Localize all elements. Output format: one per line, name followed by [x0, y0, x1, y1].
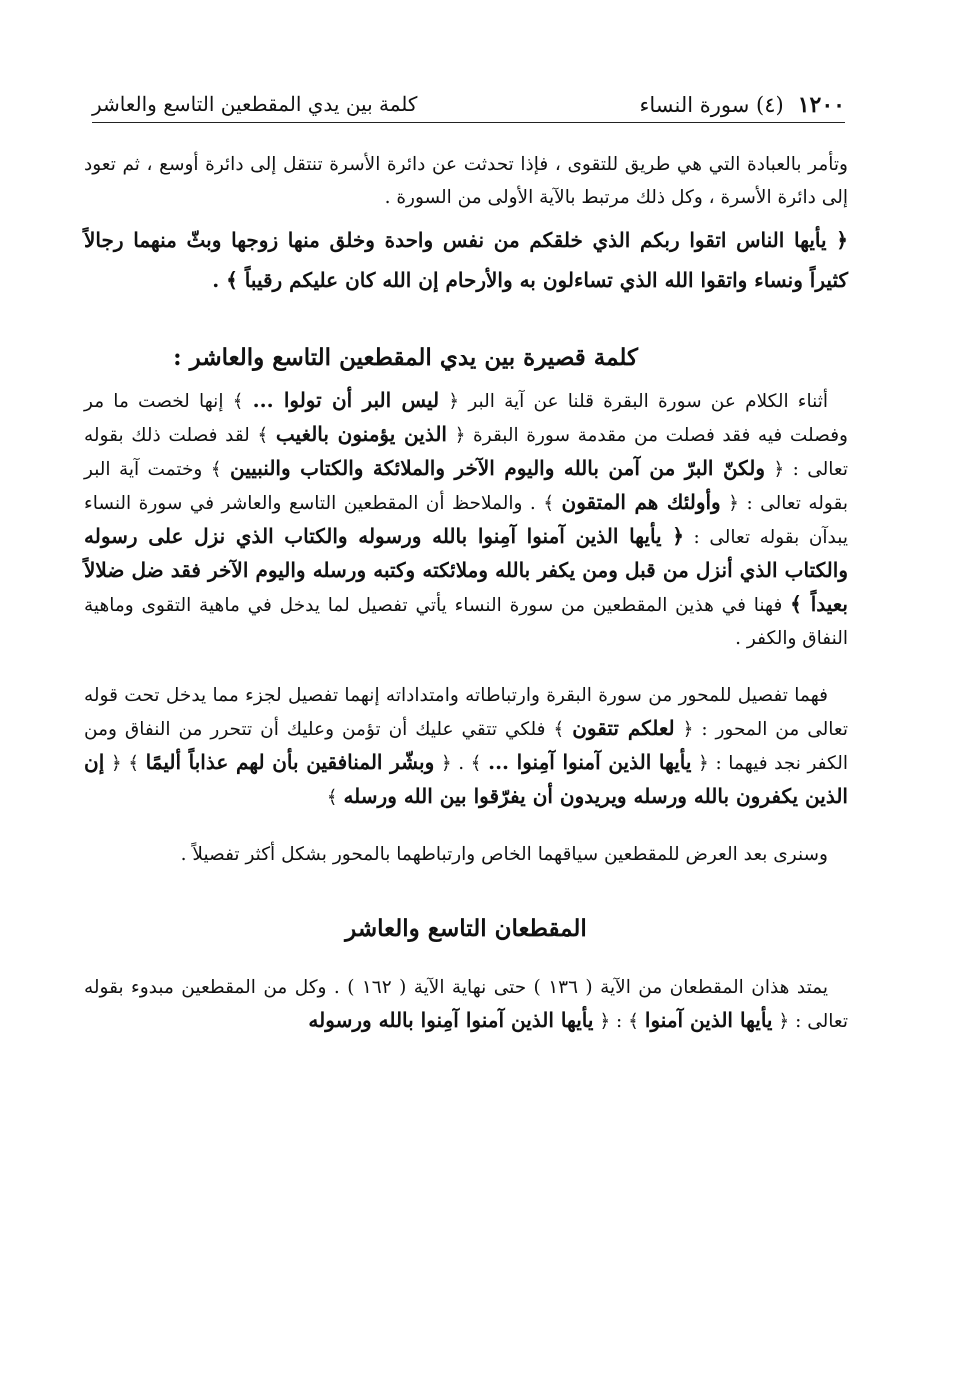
quote-span: ليس البر أن تولوا ... [252, 388, 440, 412]
text-span: فهنا في هذين المقطعين من سورة النساء يأتي تفصيل لما يدخل في ماهية التقوى وماهية النفاق والكفر . [84, 595, 848, 649]
quran-verse: ﴿ يأيها الناس اتقوا ربكم الذي خلقكم من نفس واحدة وخلق منها زوجها وبثّ منهما رجالاً كثيراً ونساء واتقوا الله الذي تساءلون به والأرحام إن الله كان عليكم رقيباً ﴾ . [84, 228, 848, 292]
page-body [84, 148, 848, 1038]
text-span: ﴾ وختمت آية البر بقوله تعالى : ﴿ [84, 459, 848, 514]
surah-name: (٤) سورة النساء [639, 93, 784, 117]
text-span: ﴾ . والملاحظ أن المقطعين التاسع والعاشر في سورة النساء يبدآن بقوله تعالى : [84, 493, 848, 548]
paragraph-4 [84, 971, 848, 1038]
spacer [84, 814, 848, 838]
quote-span: إن الذين يكفرون بالله ورسله ويريدون أن يفرّقوا بين الله ورسله [84, 750, 848, 808]
text-span: ﴾ إنها لخصت ما مر وفصلت فيه فقد فصلت من مقدمة سورة البقرة ﴿ [84, 391, 848, 446]
section-heading-centered: المقطعان التاسع والعاشر [345, 915, 587, 942]
running-title: كلمة بين يدي المقطعين التاسع والعاشر [92, 92, 418, 116]
quote-span: لعلكم تتقون [572, 716, 675, 740]
paragraph-1 [84, 384, 848, 655]
text-span: ﴾ : ﴿ [599, 1011, 639, 1032]
text-span: أثناء الكلام عن سورة البقرة قلنا عن آية البر ﴿ [448, 391, 828, 412]
quote-span: ﴿ يأيها الذين آمنوا آمِنوا بالله ورسوله والكتاب الذي نزل على رسوله والكتاب الذي أنزل من قبل ومن يكفر بالله وملائكته وكتبه ورسله واليوم الآخر فقد ضل ضلالاً بعيداً ﴾ [84, 524, 848, 616]
text-span: يمتد هذان المقطعان من الآية ( ١٣٦ ) حتى نهاية الآية ( ١٦٢ ) . وكل من المقطعين مبدوء بقوله تعالى : ﴿ [84, 977, 848, 1032]
quote-span: وبشّر المنافقين بأن لهم عذاباً أليمًا [145, 750, 435, 774]
text-span: ﴾ فلكي تتقي عليك أن تؤمن وعليك أن تتحرر من النفاق ومن الكفر نجد فيهما : ﴿ [84, 719, 849, 774]
page-number: ١٢٠٠ [797, 92, 845, 118]
quote-span: وأولئك هم المتقون [561, 490, 721, 514]
text-span: ﴾ . ﴿ [440, 753, 482, 774]
paragraph-2 [84, 679, 848, 814]
intro-paragraph: وتأمر بالعبادة التي هي طريق للتقوى ، فإذا تحدثت عن دائرة الأسرة تنتقل إلى دائرة أوسع ، ثم تعود إلى دائرة الأسرة ، وكل ذلك مرتبط بالآية الأولى من السورة . [84, 154, 848, 208]
quote-span: ولكنّ البرّ من آمن بالله واليوم الآخر والملائكة والكتاب والنبيين [229, 456, 765, 480]
quote-span: يأيها الذين آمنوا آمِنوا ... [488, 750, 692, 774]
text-span: ﴾ [326, 787, 338, 808]
page-header [92, 92, 845, 123]
quote-span: يأيها الذين آمنوا آمِنوا بالله ورسوله [308, 1008, 594, 1032]
text-span: ﴾ ﴿ [110, 753, 140, 774]
text-span: فهما تفصيل للمحور من سورة البقرة وارتباطاته وامتداداته إنهما تفصيل لجزء مما يدخل تحت قوله تعالى من المحور : ﴿ [84, 685, 848, 740]
quote-span: الذين يؤمنون بالغيب [275, 422, 447, 446]
spacer [84, 655, 848, 679]
paragraph-3: وسنرى بعد العرض للمقطعين سياقهما الخاص وارتباطهما بالمحور بشكل أكثر تفصيلاً . [180, 844, 828, 865]
section-heading: كلمة قصيرة بين يدي المقطعين التاسع والعاشر : [173, 344, 638, 371]
quote-span: يأيها الذين آمنوا [644, 1008, 773, 1032]
text-span: ﴾ لقد فصلت ذلك بقوله تعالى : ﴿ [84, 425, 848, 480]
header-start [640, 92, 845, 118]
